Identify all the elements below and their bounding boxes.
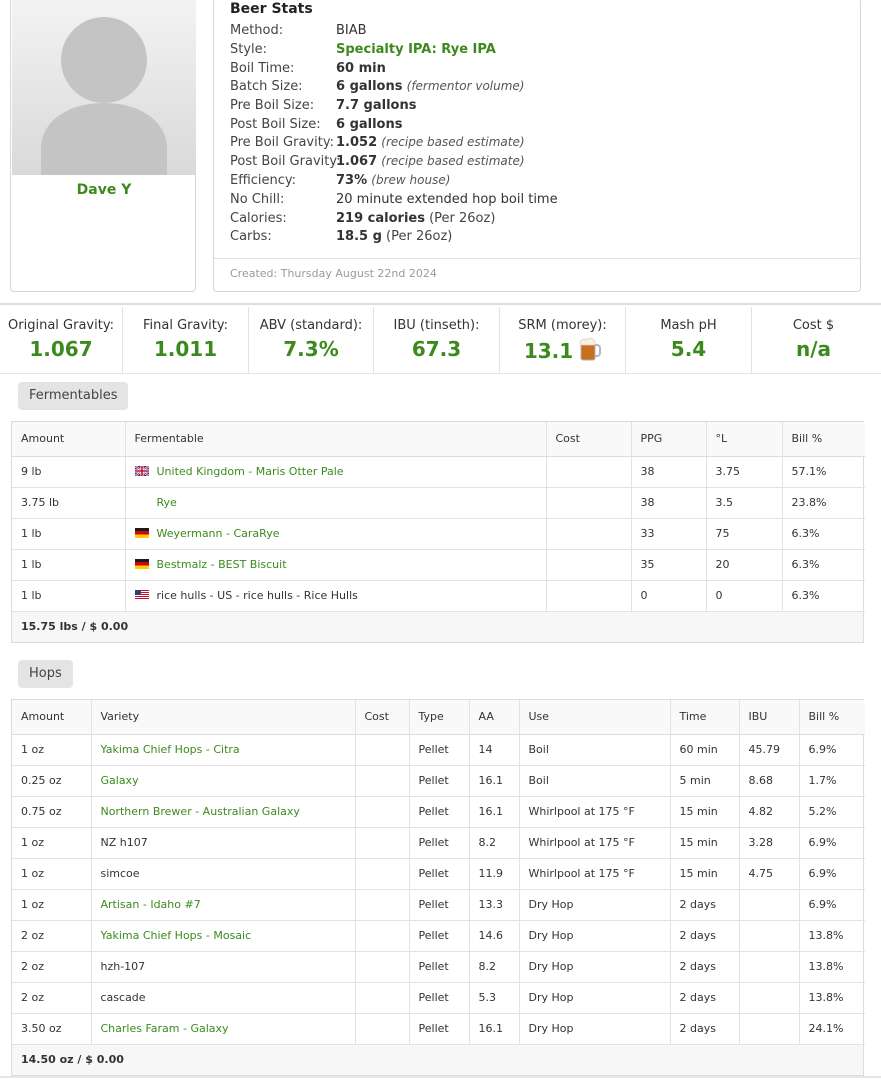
cell-variety — [91, 858, 355, 889]
cell-type: Pellet — [409, 858, 469, 889]
cell-ibu — [739, 920, 799, 951]
us-flag-icon — [135, 590, 149, 600]
cell-aa: 13.3 — [469, 889, 519, 920]
cell-ppg: 0 — [631, 580, 706, 611]
stat-value: 20 minute extended hop boil time — [336, 192, 558, 207]
summary-label: Cost $ — [792, 318, 835, 333]
column-header[interactable]: Bill % — [799, 700, 865, 734]
cell-bill: 6.9% — [799, 734, 865, 765]
table-row — [12, 920, 865, 951]
cell-ibu: 4.75 — [739, 858, 799, 889]
stat-value-group — [336, 152, 525, 171]
cell-type: Pellet — [409, 765, 469, 796]
cell-aa: 16.1 — [469, 796, 519, 827]
stat-value-group — [336, 209, 495, 228]
stat-value-group — [336, 171, 450, 190]
cell-amount: 1 oz — [12, 827, 91, 858]
summary-value: 5.4 — [670, 337, 707, 361]
cell-variety — [91, 1013, 355, 1044]
cell-type: Pellet — [409, 827, 469, 858]
summary-value-group — [752, 337, 875, 361]
cell-amount: 1 oz — [12, 734, 91, 765]
cell-type: Pellet — [409, 796, 469, 827]
hop-link[interactable]: Yakima Chief Hops - Citra — [100, 743, 240, 756]
cell-ppg: 33 — [631, 518, 706, 549]
cell-amount: 2 oz — [12, 982, 91, 1013]
table-row — [12, 487, 865, 518]
summary-label: Mash pH — [660, 318, 717, 333]
cell-bill: 57.1% — [782, 456, 865, 487]
cell-time: 15 min — [670, 858, 739, 889]
cell-use: Dry Hop — [519, 889, 670, 920]
cell-ibu — [739, 889, 799, 920]
stat-value: 60 min — [336, 61, 386, 76]
summary-value: 1.011 — [153, 337, 218, 361]
cell-bill: 6.9% — [799, 858, 865, 889]
stat-label: Post Boil Size: — [230, 117, 321, 132]
cell-ibu — [739, 1013, 799, 1044]
cell-cost — [355, 951, 409, 982]
fermentable-link[interactable]: Weyermann - CaraRye — [156, 527, 280, 540]
cell-use: Dry Hop — [519, 951, 670, 982]
cell-aa: 8.2 — [469, 827, 519, 858]
cell-cost — [546, 580, 631, 611]
cell-amount: 3.50 oz — [12, 1013, 91, 1044]
stat-note: (recipe based estimate) — [381, 154, 525, 168]
cell-aa: 11.9 — [469, 858, 519, 889]
cell-aa: 16.1 — [469, 765, 519, 796]
stat-value-group — [336, 96, 416, 115]
cell-variety — [91, 734, 355, 765]
cell-cost — [546, 487, 631, 518]
cell-ppg: 35 — [631, 549, 706, 580]
cell-use: Boil — [519, 765, 670, 796]
fermentable-link[interactable]: Bestmalz - BEST Biscuit — [156, 558, 287, 571]
cell-ibu: 3.28 — [739, 827, 799, 858]
cell-cost — [355, 827, 409, 858]
summary-label: SRM (morey): — [518, 318, 607, 333]
stat-value-group — [336, 227, 452, 246]
cell-bill: 5.2% — [799, 796, 865, 827]
cell-ibu: 4.82 — [739, 796, 799, 827]
summary-value-group — [0, 337, 122, 361]
cell-ppg: 38 — [631, 487, 706, 518]
cell-amount: 0.75 oz — [12, 796, 91, 827]
cell-variety — [91, 951, 355, 982]
cell-cost — [546, 456, 631, 487]
cell-name — [125, 518, 546, 549]
cell-cost — [355, 796, 409, 827]
summary-value-group — [500, 337, 625, 363]
column-header[interactable]: Cost — [546, 422, 631, 456]
hop-link[interactable]: Northern Brewer - Australian Galaxy — [100, 805, 300, 818]
cell-amount: 2 oz — [12, 920, 91, 951]
cell-time: 15 min — [670, 796, 739, 827]
hops-table — [11, 699, 864, 1076]
stat-value-group — [336, 115, 403, 134]
stat-value: 6 gallons — [336, 117, 403, 132]
uk-flag-icon — [135, 466, 149, 476]
cell-amount: 1 oz — [12, 889, 91, 920]
cell-use: Whirlpool at 175 °F — [519, 796, 670, 827]
hops-section-label: Hops — [18, 660, 73, 688]
stat-value: BIAB — [336, 23, 367, 38]
cell-bill: 13.8% — [799, 982, 865, 1013]
cell-bill: 6.9% — [799, 889, 865, 920]
stat-value-group — [336, 133, 525, 152]
cell-time: 2 days — [670, 951, 739, 982]
cell-bill: 13.8% — [799, 920, 865, 951]
cell-amount: 3.75 lb — [12, 487, 125, 518]
created-date: Created: Thursday August 22nd 2024 — [230, 267, 437, 280]
cell-cost — [355, 765, 409, 796]
brewer-name-link[interactable]: Dave Y — [76, 182, 132, 198]
table-row — [12, 734, 865, 765]
cell-cost — [355, 858, 409, 889]
fermentable-link[interactable]: United Kingdom - Maris Otter Pale — [156, 465, 344, 478]
cell-cost — [355, 920, 409, 951]
stat-value: 18.5 g — [336, 229, 382, 244]
stat-label: Efficiency: — [230, 173, 297, 188]
summary-value: 7.3% — [283, 337, 339, 361]
column-header[interactable]: Amount — [12, 700, 91, 734]
column-header[interactable]: Time — [670, 700, 739, 734]
cell-ppg: 38 — [631, 456, 706, 487]
stat-value: 7.7 gallons — [336, 98, 417, 113]
cell-use: Dry Hop — [519, 1013, 670, 1044]
cell-variety — [91, 920, 355, 951]
stat-note: (recipe based estimate) — [381, 135, 525, 149]
cell-time: 2 days — [670, 889, 739, 920]
stat-value: 1.052 — [336, 135, 378, 150]
summary-label: Original Gravity: — [8, 318, 114, 333]
stat-value-group — [336, 77, 524, 96]
summary-value-group — [374, 337, 499, 361]
stat-value-group — [336, 190, 558, 209]
cell-type: Pellet — [409, 920, 469, 951]
cell-aa: 5.3 — [469, 982, 519, 1013]
cell-bill: 24.1% — [799, 1013, 865, 1044]
cell-ibu: 45.79 — [739, 734, 799, 765]
cell-amount: 0.25 oz — [12, 765, 91, 796]
cell-lovibond: 0 — [706, 580, 782, 611]
cell-name — [125, 549, 546, 580]
cell-time: 2 days — [670, 982, 739, 1013]
table-row — [12, 765, 865, 796]
summary-value: 13.1 — [523, 339, 574, 363]
avatar[interactable] — [12, 0, 196, 175]
column-header[interactable]: IBU — [739, 700, 799, 734]
cell-amount: 1 lb — [12, 518, 125, 549]
cell-type: Pellet — [409, 734, 469, 765]
cell-aa: 16.1 — [469, 1013, 519, 1044]
cell-type: Pellet — [409, 951, 469, 982]
cell-variety — [91, 765, 355, 796]
stat-note: (Per 26oz) — [386, 229, 453, 244]
stat-label: Style: — [230, 42, 268, 57]
style-link[interactable]: Specialty IPA: Rye IPA — [336, 42, 496, 57]
cell-time: 2 days — [670, 920, 739, 951]
hops-total: 14.50 oz / $ 0.00 — [12, 1045, 863, 1075]
cell-cost — [546, 518, 631, 549]
fermentable-link[interactable]: Rye — [156, 496, 177, 509]
cell-amount: 1 lb — [12, 549, 125, 580]
table-row — [12, 580, 865, 611]
cell-lovibond: 20 — [706, 549, 782, 580]
beer-stats-card — [213, 0, 861, 292]
cell-name — [125, 580, 546, 611]
cell-cost — [546, 549, 631, 580]
cell-lovibond: 75 — [706, 518, 782, 549]
summary-label: IBU (tinseth): — [393, 318, 480, 333]
stat-value-group — [336, 59, 386, 78]
germany-flag-icon — [135, 528, 149, 538]
summary-value-group — [123, 337, 248, 361]
fermentables-table — [11, 421, 864, 643]
summary-stat — [248, 307, 373, 373]
summary-stat — [625, 307, 751, 373]
fermentables-total: 15.75 lbs / $ 0.00 — [12, 612, 863, 642]
hop-name: NZ h107 — [100, 836, 148, 849]
stat-label: Calories: — [230, 211, 287, 226]
summary-label: ABV (standard): — [259, 318, 363, 333]
stat-value-group — [336, 21, 367, 40]
divider — [214, 258, 860, 259]
table-row — [12, 827, 865, 858]
cell-amount: 2 oz — [12, 951, 91, 982]
stat-label: No Chill: — [230, 192, 285, 207]
cell-ibu — [739, 982, 799, 1013]
table-row — [12, 518, 865, 549]
fermentables-section-label: Fermentables — [18, 382, 128, 410]
stat-label: Pre Boil Gravity: — [230, 135, 334, 150]
cell-use: Dry Hop — [519, 920, 670, 951]
table-row — [12, 982, 865, 1013]
cell-use: Dry Hop — [519, 982, 670, 1013]
cell-amount: 9 lb — [12, 456, 125, 487]
stat-value: 73% — [336, 173, 368, 188]
table-row — [12, 549, 865, 580]
cell-cost — [355, 889, 409, 920]
stat-label: Carbs: — [230, 229, 272, 244]
summary-value: 1.067 — [29, 337, 93, 361]
table-row — [12, 456, 865, 487]
germany-flag-icon — [135, 559, 149, 569]
hop-name: hzh-107 — [100, 960, 146, 973]
hop-name: simcoe — [100, 867, 140, 880]
summary-stat — [122, 307, 248, 373]
cell-variety — [91, 796, 355, 827]
column-header[interactable]: Bill % — [782, 422, 865, 456]
stat-note: (fermentor volume) — [406, 79, 525, 93]
stat-note: (Per 26oz) — [429, 211, 496, 226]
stat-label: Batch Size: — [230, 79, 303, 94]
cell-aa: 8.2 — [469, 951, 519, 982]
cell-time: 2 days — [670, 1013, 739, 1044]
cell-bill: 1.7% — [799, 765, 865, 796]
cell-aa: 14.6 — [469, 920, 519, 951]
cell-bill: 6.3% — [782, 518, 865, 549]
summary-value: 67.3 — [411, 337, 462, 361]
beer-stats-title: Beer Stats — [230, 1, 313, 17]
default-user-icon — [12, 0, 196, 175]
cell-variety — [91, 889, 355, 920]
cell-cost — [355, 734, 409, 765]
summary-value: n/a — [795, 337, 832, 361]
cell-lovibond: 3.75 — [706, 456, 782, 487]
cell-ibu — [739, 951, 799, 982]
column-header[interactable]: AA — [469, 700, 519, 734]
cell-cost — [355, 1013, 409, 1044]
cell-bill: 13.8% — [799, 951, 865, 982]
brewer-profile-card — [10, 0, 196, 292]
cell-bill: 6.3% — [782, 549, 865, 580]
hop-name: cascade — [100, 991, 146, 1004]
table-row — [12, 951, 865, 982]
table-row — [12, 858, 865, 889]
cell-type: Pellet — [409, 982, 469, 1013]
table-row — [12, 1013, 865, 1044]
cell-time: 5 min — [670, 765, 739, 796]
stat-label: Post Boil Gravity: — [230, 154, 341, 169]
stat-label: Boil Time: — [230, 61, 295, 76]
cell-use: Boil — [519, 734, 670, 765]
cell-use: Whirlpool at 175 °F — [519, 827, 670, 858]
recipe-summary-bar — [0, 303, 881, 374]
summary-stat — [0, 307, 122, 373]
column-header[interactable]: PPG — [631, 422, 706, 456]
stat-value: 219 calories — [336, 211, 425, 226]
cell-use: Whirlpool at 175 °F — [519, 858, 670, 889]
summary-value-group — [249, 337, 373, 361]
hop-link[interactable]: Charles Faram - Galaxy — [100, 1022, 229, 1035]
column-header[interactable]: Cost — [355, 700, 409, 734]
cell-time: 15 min — [670, 827, 739, 858]
cell-amount: 1 oz — [12, 858, 91, 889]
cell-variety — [91, 827, 355, 858]
cell-name — [125, 456, 546, 487]
column-header[interactable]: Variety — [91, 700, 355, 734]
hop-link[interactable]: Yakima Chief Hops - Mosaic — [100, 929, 252, 942]
stat-note: (brew house) — [371, 173, 451, 187]
cell-name — [125, 487, 546, 518]
column-header[interactable]: °L — [706, 422, 782, 456]
column-header[interactable]: Fermentable — [125, 422, 546, 456]
stat-value-group — [336, 40, 496, 59]
summary-stat — [373, 307, 499, 373]
table-row — [12, 796, 865, 827]
beer-mug-icon — [579, 337, 601, 361]
cell-cost — [355, 982, 409, 1013]
cell-amount: 1 lb — [12, 580, 125, 611]
stat-label: Method: — [230, 23, 284, 38]
cell-bill: 6.3% — [782, 580, 865, 611]
summary-stat — [499, 307, 625, 373]
fermentable-name: rice hulls - US - rice hulls - Rice Hulls — [156, 589, 358, 602]
stat-value: 6 gallons — [336, 79, 403, 94]
stat-label: Pre Boil Size: — [230, 98, 315, 113]
cell-aa: 14 — [469, 734, 519, 765]
hop-link[interactable]: Artisan - Idaho #7 — [100, 898, 201, 911]
cell-variety — [91, 982, 355, 1013]
cell-type: Pellet — [409, 889, 469, 920]
cell-type: Pellet — [409, 1013, 469, 1044]
hop-link[interactable]: Galaxy — [100, 774, 139, 787]
stat-value: 1.067 — [336, 154, 378, 169]
table-row — [12, 889, 865, 920]
column-header[interactable]: Type — [409, 700, 469, 734]
cell-time: 60 min — [670, 734, 739, 765]
cell-bill: 6.9% — [799, 827, 865, 858]
column-header[interactable]: Use — [519, 700, 670, 734]
summary-label: Final Gravity: — [142, 318, 228, 333]
summary-stat — [751, 307, 875, 373]
cell-ibu: 8.68 — [739, 765, 799, 796]
column-header[interactable]: Amount — [12, 422, 125, 456]
cell-bill: 23.8% — [782, 487, 865, 518]
cell-lovibond: 3.5 — [706, 487, 782, 518]
divider — [0, 1076, 881, 1078]
summary-value-group — [626, 337, 751, 361]
